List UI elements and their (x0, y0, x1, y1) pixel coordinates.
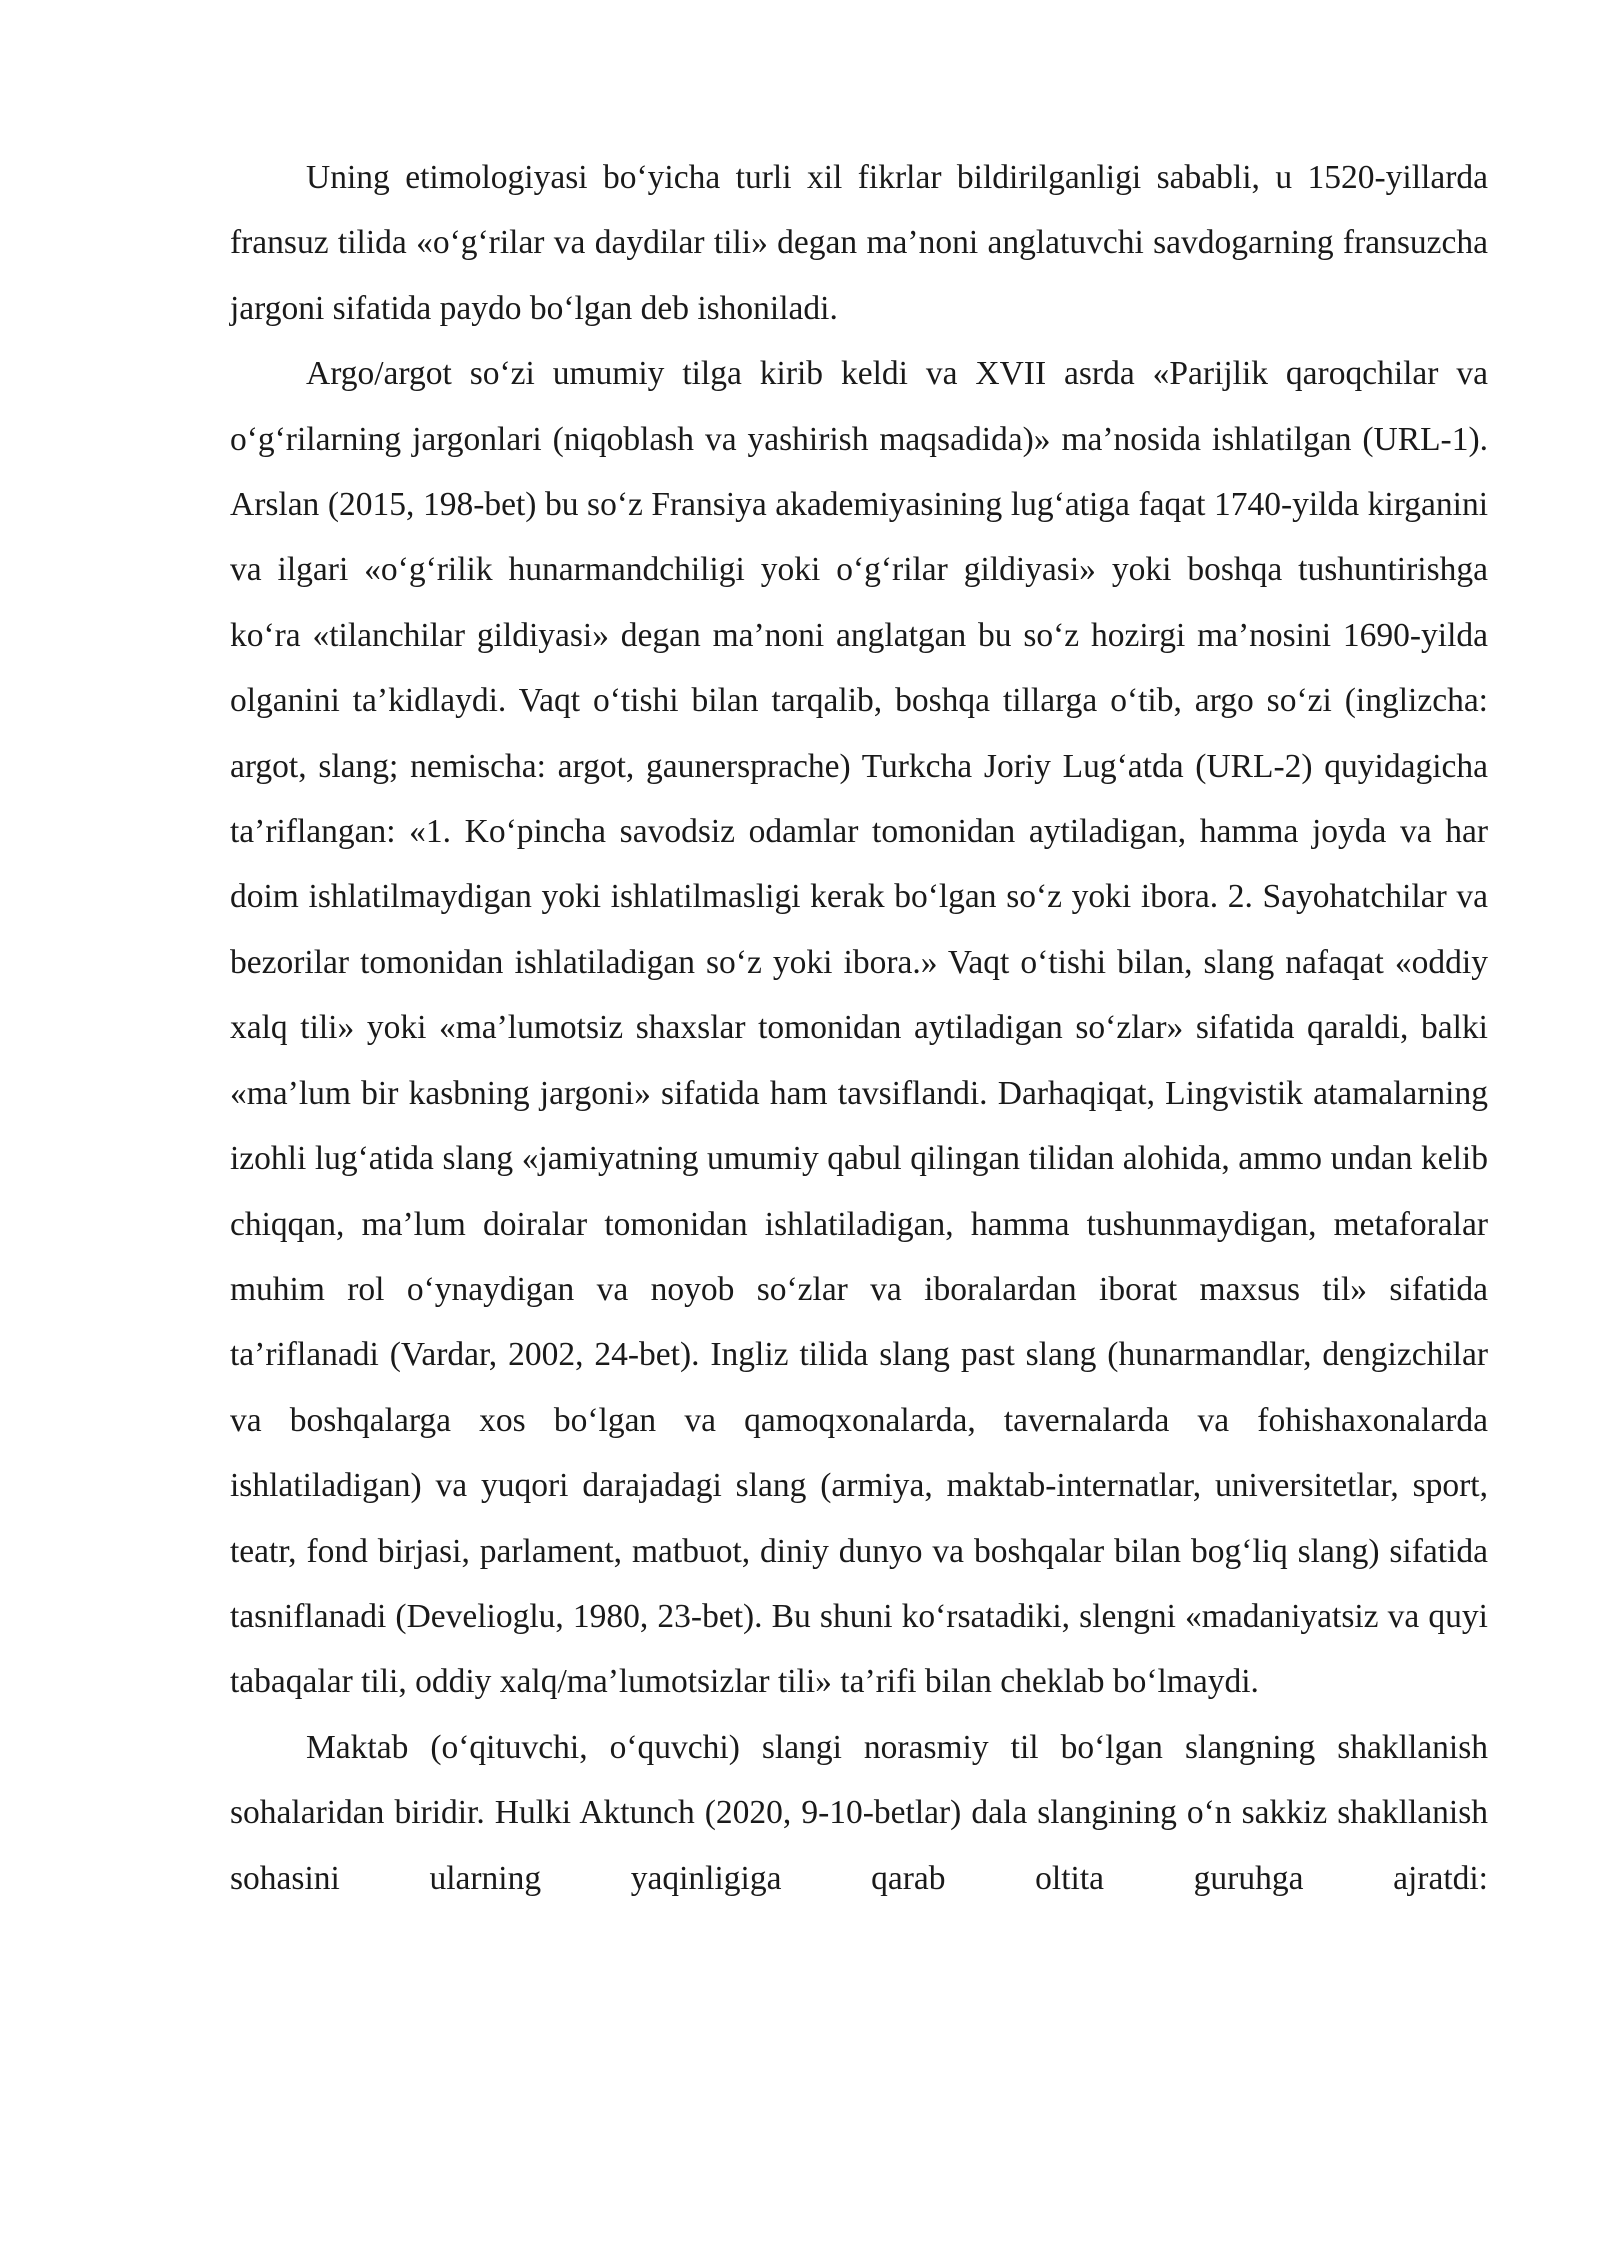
paragraph-etymology: Uning etimologiyasi bo‘yicha turli xil fikrlar bildirilganligi sababli, u 1520-yillarda fransuz tilida «o‘g‘rilar va daydilar tili» degan ma’noni anglatuvchi savdogarning fransuzcha jargoni sifatida paydo bo‘lgan deb ishoniladi. (230, 159, 1488, 327)
paragraph-school-slang: Maktab (o‘qituvchi, o‘quvchi) slangi norasmiy til bo‘lgan slangning shakllanish sohalaridan biridir. Hulki Aktunch (2020, 9-10-betlar) dala slangining o‘n sakkiz shakllanish sohasini ularning yaqinligiga qarab oltita guruhga ajratdi: (230, 1728, 1488, 1897)
paragraph-argot-definition: Argo/argot so‘zi umumiy tilga kirib keldi va XVII asrda «Parijlik qaroqchilar va o‘g‘rilarning jargonlari (niqoblash va yashirish maqsadida)» ma’nosida ishlatilgan (URL-1). Arslan (2015, 198-bet) bu so‘z Fransiya akademiyasining lug‘atiga faqat 1740-yilda kirganini va ilgari «o‘g‘rilik hunarmandchiligi yoki o‘g‘rilar gildiyasi» yoki boshqa tushuntirishga ko‘ra «tilanchilar gildiyasi» degan ma’noni anglatgan bu so‘z hozirgi ma’nosini 1690-yilda olganini ta’kidlaydi. Vaqt o‘tishi bilan tarqalib, boshqa tillarga o‘tib, argo so‘zi (inglizcha: argot, slang; nemischa: argot, gaunersprache) Turkcha Joriy Lug‘atda (URL-2) quyidagicha ta’riflangan: «1. Ko‘pincha savodsiz odamlar tomonidan aytiladigan, hamma joyda va har doim ishlatilmaydigan yoki ishlatilmasligi kerak bo‘lgan so‘z yoki ibora. 2. Sayohatchilar va bezorilar tomonidan ishlatiladigan so‘z yoki ibora.» Vaqt o‘tishi bilan, slang nafaqat «oddiy xalq tili» yoki «ma’lumotsiz shaxslar tomonidan aytiladigan so‘zlar» sifatida qaraldi, balki «ma’lum bir kasbning jargoni» sifatida ham tavsiflandi. Darhaqiqat, Lingvistik atamalarning izohli lug‘atida slang «jamiyatning umumiy qabul qilingan tilidan alohida, ammo undan kelib chiqqan, ma’lum doiralar tomonidan ishlatiladigan, hamma tushunmaydigan, metaforalar muhim rol o‘ynaydigan va noyob so‘zlar va iboralardan iborat maxsus til» sifatida ta’riflanadi (Vardar, 2002, 24-bet). Ingliz tilida slang past slang (hunarmandlar, dengizchilar va boshqalarga xos bo‘lgan va qamoqxonalarda, tavernalarda va fohishaxonalarda ishlatiladigan) va yuqori darajadagi slang (armiya, maktab-internatlar, universitetlar, sport, teatr, fond birjasi, parlament, matbuot, diniy dunyo va boshqalar bilan bog‘liq slang) sifatida tasniflanadi (Develioglu, 1980, 23-bet). Bu shuni ko‘rsatadiki, slengni «madaniyatsiz va quyi tabaqalar tili, oddiy xalq/ma’lumotsizlar tili» ta’rifi bilan cheklab bo‘lmaydi. (230, 355, 1488, 1701)
document-page (230, 145, 1488, 1911)
